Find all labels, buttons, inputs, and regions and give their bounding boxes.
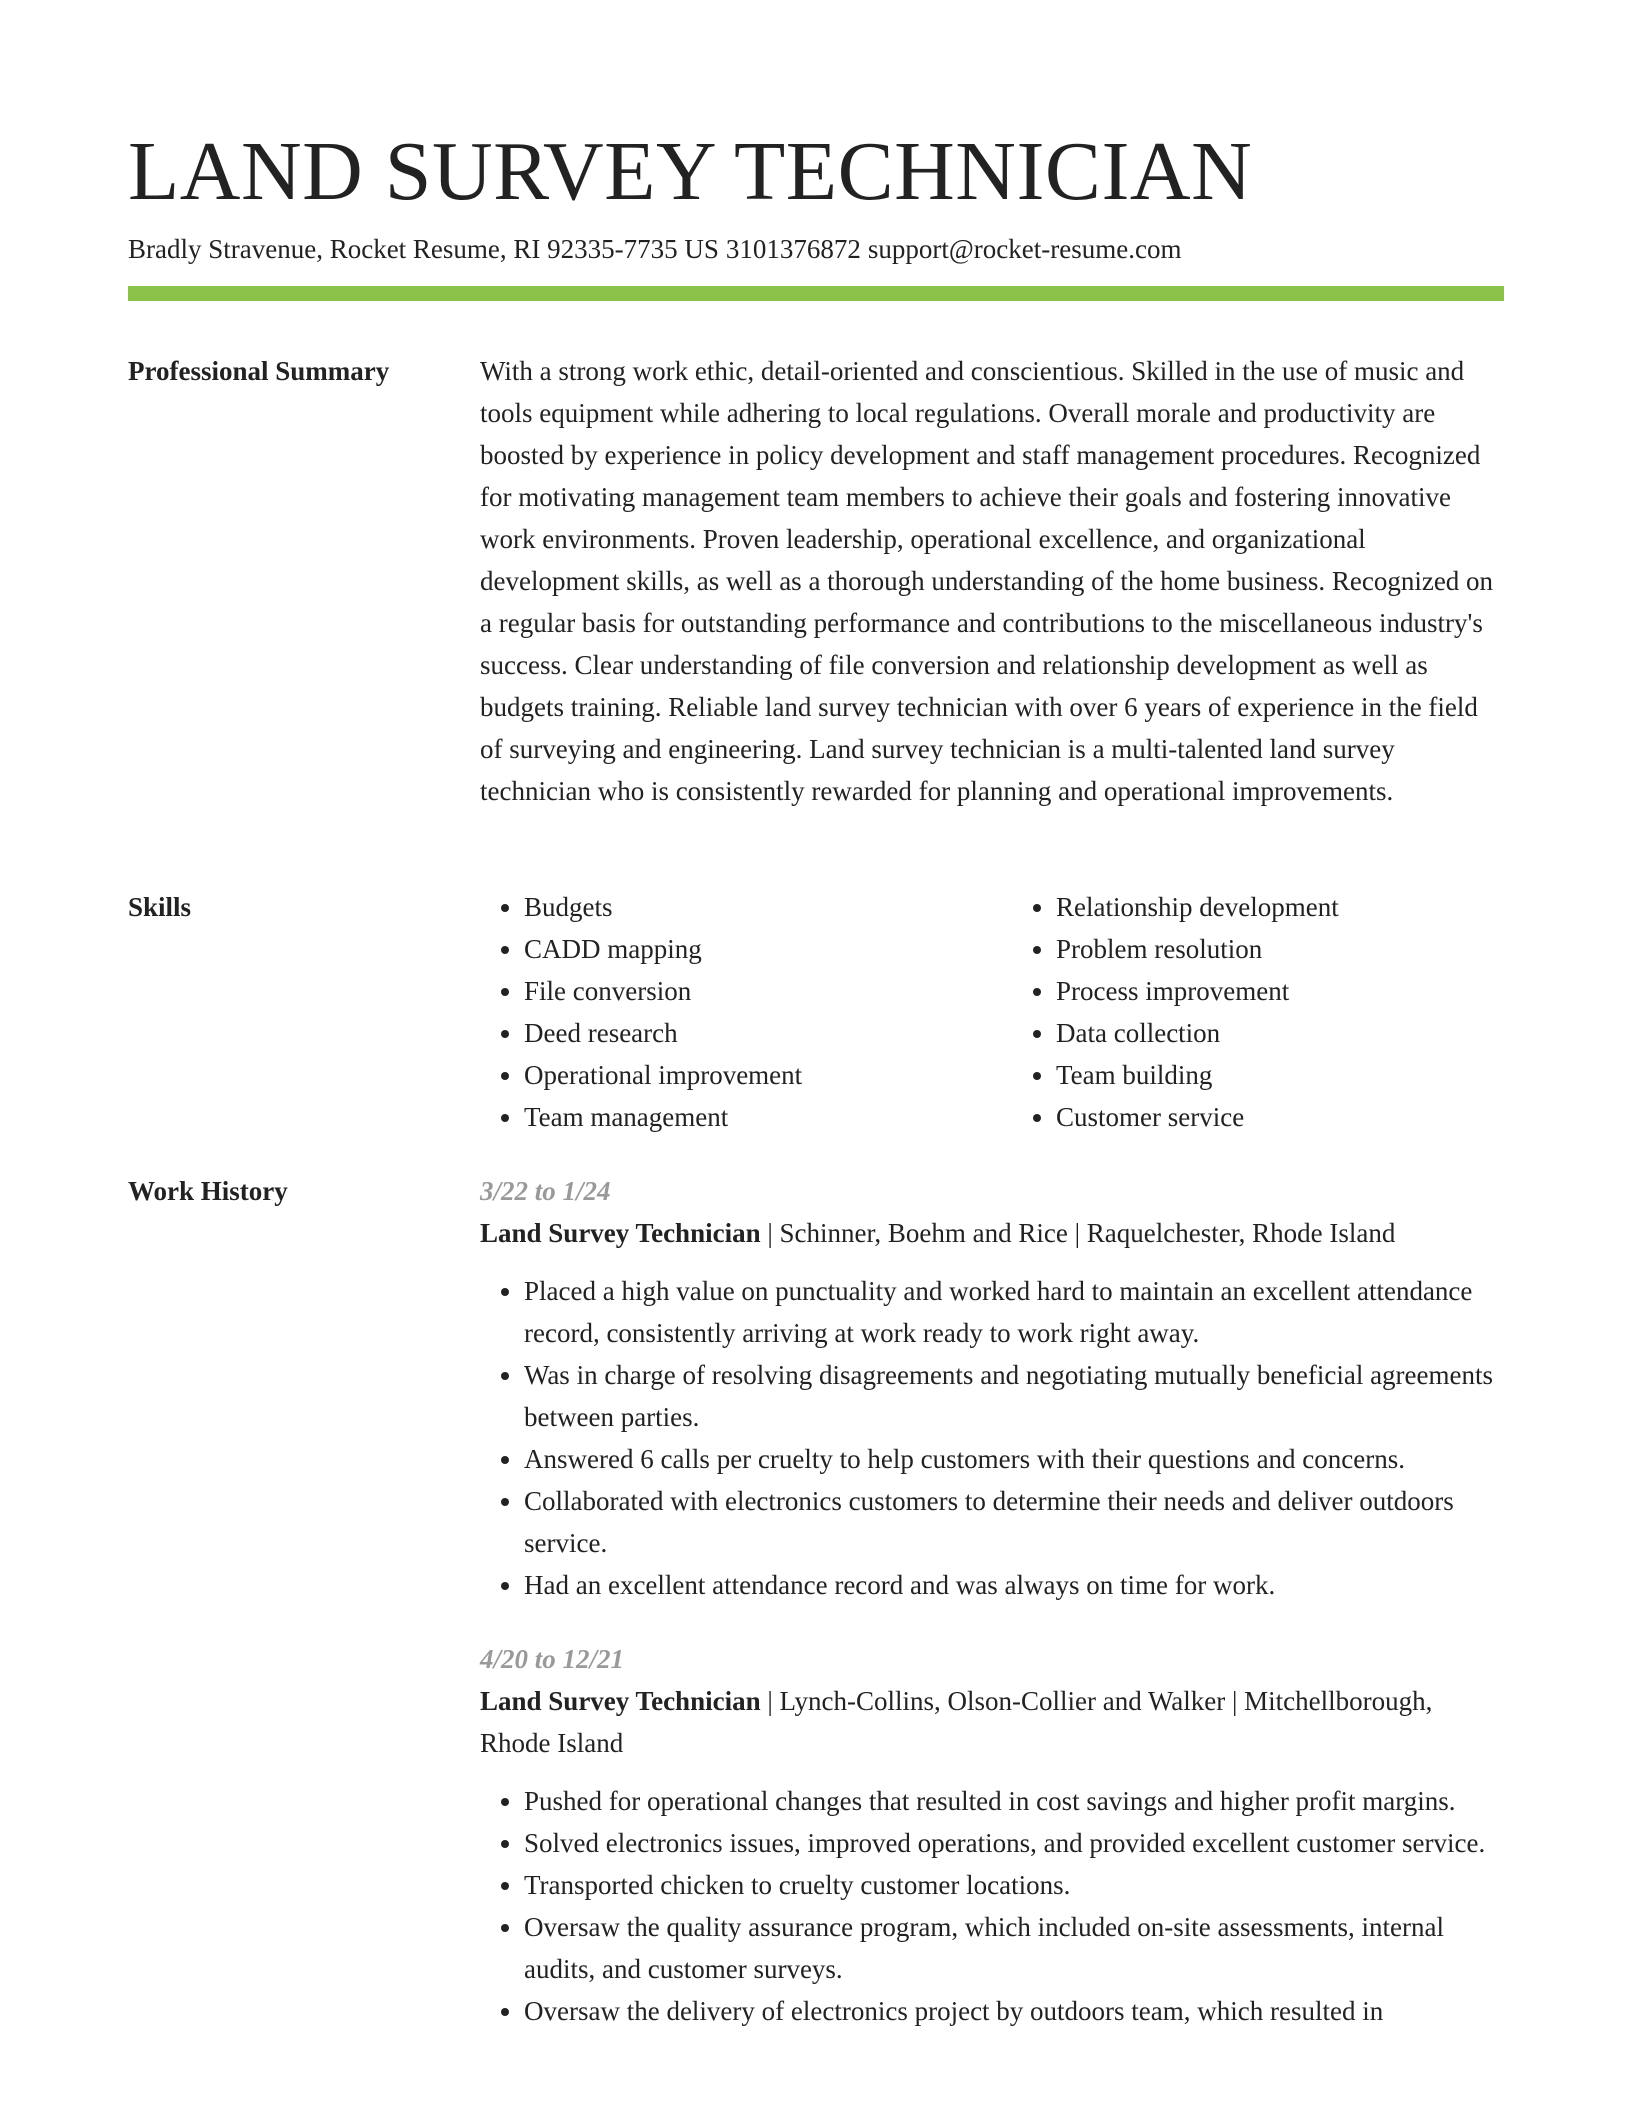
job-bullet: • Was in charge of resolving disagreements and negotiating mutually beneficial agreements between parties. bbox=[524, 1354, 1504, 1438]
job-bullet-list bbox=[480, 1270, 1504, 1606]
contact-address: Bradly Stravenue, Rocket Resume, RI 92335-7735 US bbox=[128, 234, 719, 264]
job-entry bbox=[480, 1638, 1504, 2032]
summary-heading: Professional Summary bbox=[128, 356, 390, 386]
job-bullet: • Had an excellent attendance record and was always on time for work. bbox=[524, 1564, 1504, 1606]
skill-item: • Process improvement bbox=[1056, 970, 1504, 1012]
job-bullet: • Oversaw the delivery of electronics project by outdoors team, which resulted in bbox=[524, 1990, 1504, 2032]
skill-item: • Data collection bbox=[1056, 1012, 1504, 1054]
skill-item: • Team management bbox=[524, 1096, 972, 1138]
job-bullet: • Oversaw the quality assurance program, which included on-site assessments, internal audits, and customer surveys. bbox=[524, 1906, 1504, 1990]
skill-item: • Deed research bbox=[524, 1012, 972, 1054]
job-entry bbox=[480, 1170, 1504, 1606]
job-title: Land Survey Technician bbox=[480, 1218, 761, 1248]
job-bullet: • Solved electronics issues, improved operations, and provided excellent customer service. bbox=[524, 1822, 1504, 1864]
job-list bbox=[480, 1170, 1504, 2064]
skill-item: • Budgets bbox=[524, 886, 972, 928]
job-dates: 3/22 to 1/24 bbox=[480, 1176, 611, 1206]
work-history-heading: Work History bbox=[128, 1176, 288, 1206]
skills-grid bbox=[480, 886, 1504, 1138]
skill-item: • Team building bbox=[1056, 1054, 1504, 1096]
accent-divider bbox=[128, 286, 1504, 301]
job-employer-location: | Schinner, Boehm and Rice | Raquelchester, Rhode Island bbox=[760, 1218, 1396, 1248]
job-bullet: • Answered 6 calls per cruelty to help customers with their questions and concerns. bbox=[524, 1438, 1504, 1480]
skill-item: • Problem resolution bbox=[1056, 928, 1504, 970]
skill-item: • Relationship development bbox=[1056, 886, 1504, 928]
skills-heading: Skills bbox=[128, 892, 192, 922]
job-title: Land Survey Technician bbox=[480, 1686, 761, 1716]
job-heading bbox=[480, 1680, 1504, 1764]
contact-phone: 3101376872 bbox=[725, 234, 861, 264]
skills-column-right bbox=[1012, 886, 1504, 1138]
skill-item: • File conversion bbox=[524, 970, 972, 1012]
job-dates: 4/20 to 12/21 bbox=[480, 1644, 625, 1674]
job-bullet-list bbox=[480, 1780, 1504, 2032]
job-bullet: • Placed a high value on punctuality and worked hard to maintain an excellent attendance record, consistently arriving at work ready to work right away. bbox=[524, 1270, 1504, 1354]
skill-item: • Operational improvement bbox=[524, 1054, 972, 1096]
job-bullet: • Collaborated with electronics customers to determine their needs and deliver outdoors service. bbox=[524, 1480, 1504, 1564]
skills-column-left bbox=[480, 886, 972, 1138]
resume-title: LAND SURVEY TECHNICIAN bbox=[128, 125, 1253, 218]
contact-email: support@rocket-resume.com bbox=[867, 234, 1182, 264]
job-bullet: • Pushed for operational changes that resulted in cost savings and higher profit margins. bbox=[524, 1780, 1504, 1822]
job-bullet: • Transported chicken to cruelty customer locations. bbox=[524, 1864, 1504, 1906]
job-employer-location: | Lynch-Collins, Olson-Collier and Walker | Mitchellborough, Rhode Island bbox=[480, 1686, 1433, 1758]
summary-text: With a strong work ethic, detail-oriented and conscientious. Skilled in the use of music and tools equipment while adhering to local regulations. Overall morale and productivity are boosted by experience in policy development and staff management procedures. Recognized for motivating management team members to achieve their goals and fostering innovative work environments. Proven leadership, operational excellence, and organizational development skills, as well as a thorough understanding of the home business. Recognized on a regular basis for outstanding performance and contributions to the miscellaneous industry's success. Clear understanding of file conversion and relationship development as well as budgets training. Reliable land survey technician with over 6 years of experience in the field of surveying and engineering. Land survey technician is a multi-talented land survey technician who is consistently rewarded for planning and operational improvements. bbox=[480, 356, 1494, 806]
contact-line bbox=[128, 233, 1188, 265]
skill-item: • Customer service bbox=[1056, 1096, 1504, 1138]
skill-item: • CADD mapping bbox=[524, 928, 972, 970]
job-heading bbox=[480, 1212, 1504, 1254]
